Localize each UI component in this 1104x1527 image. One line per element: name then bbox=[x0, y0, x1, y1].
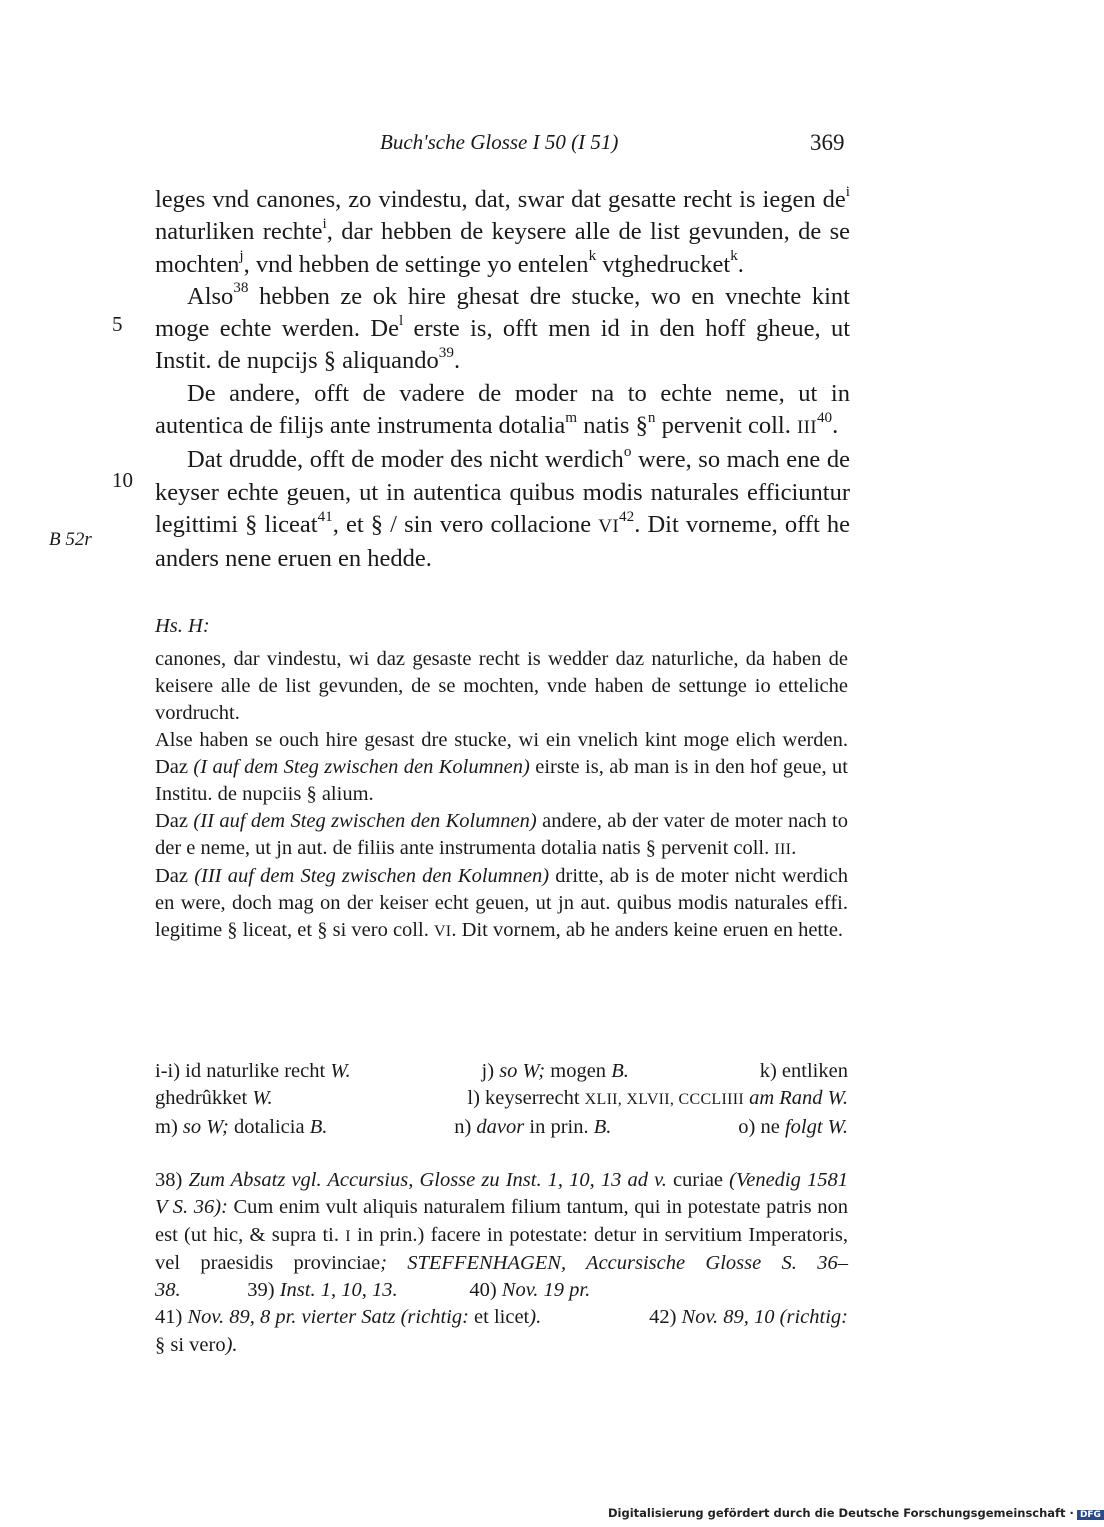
margin-folio-reference: B 52r bbox=[49, 529, 92, 550]
main-text bbox=[155, 184, 850, 576]
note-42-cont: § si vero). bbox=[155, 1333, 238, 1356]
apparatus-row-1 bbox=[155, 1058, 848, 1085]
apparatus-note-j: j) so W; mogen B. bbox=[481, 1060, 629, 1082]
apparatus-note-o: o) ne folgt W. bbox=[738, 1115, 848, 1138]
apparatus-row-3 bbox=[155, 1114, 848, 1141]
page-number: 369 bbox=[810, 130, 845, 155]
line-number-5: 5 bbox=[112, 312, 123, 336]
digitization-footer: Digitalisierung gefördert durch die Deutsche Forschungsgemeinschaft · DFG bbox=[608, 1506, 1104, 1520]
main-paragraph-4: Dat drudde, offt de moder des nicht werdich$^o$ were, so mach ene de keyser echte geuen, ut in autentica quibus modis naturales efficiuntur legittimi § liceat$^{41}$, et § / sin vero collacione VI$^{42}$. Dit vorneme, offt he anders nene eruen en hedde. bbox=[155, 442, 851, 573]
variant-paragraph-1: canones, dar vindestu, wi daz gesaste recht is wedder daz naturliche, da haben de keisere alle de list gevunden, de se mochten, vnde haben de settunge io etteliche vordrucht. bbox=[155, 648, 848, 724]
note-38: 38) Zum Absatz vgl. Accursius, Glosse zu Inst. 1, 10, 13 ad v. curiae (Venedig 1581 V S. 36): Cum enim vult aliquis naturalem filium tantum, qui in potestate patris non est (ut hic, & supra ti. I in prin.) facere in potestate: detur in servitium Imperatoris, vel praesidis provinciae; STEFFENHAGEN, Accursische Glosse S. 36–38. 39) Inst. 1, 10, 13. 40) Nov. 19 pr. bbox=[155, 1169, 848, 1302]
apparatus-note-n: n) davor in prin. B. bbox=[454, 1115, 612, 1138]
note-39: 39) Inst. 1, 10, 13. bbox=[247, 1279, 398, 1302]
notes-row-41-42 bbox=[155, 1304, 848, 1331]
critical-apparatus bbox=[155, 1058, 848, 1141]
variant-paragraph-2: Alse haben se ouch hire gesast dre stucke, wi ein vnelich kint moge elich werden. Daz (I auf dem Steg zwischen den Kolumnen) eirste is, ab man is in den hof geue, ut Institu. de nupciis § alium. bbox=[155, 729, 848, 805]
line-number-10: 10 bbox=[112, 468, 133, 492]
apparatus-row-2 bbox=[155, 1085, 848, 1113]
commentary-notes bbox=[155, 1167, 848, 1359]
manuscript-label: Hs. H: bbox=[155, 615, 210, 637]
running-title: Buch'sche Glosse I 50 (I 51) bbox=[380, 130, 619, 154]
manuscript-h-variant bbox=[155, 613, 848, 945]
note-42: 42) Nov. 89, 10 (richtig: bbox=[649, 1306, 848, 1329]
apparatus-note-k: k) entliken bbox=[759, 1060, 848, 1082]
apparatus-note-i: i-i) id naturlike recht W. bbox=[155, 1060, 351, 1082]
apparatus-note-k-cont: ghedrûkket W. bbox=[155, 1087, 273, 1110]
main-paragraph-2: Also$^{38}$ hebben ze ok hire ghesat dre stucke, wo en vnechte kint moge echte werden. De$^l$ erste is, offt men id in den hoff gheue, ut Instit. de nupcijs § aliquando$^{39}$. bbox=[155, 279, 851, 375]
note-40: 40) Nov. 19 pr. bbox=[469, 1279, 591, 1302]
variant-paragraph-4: Daz (III auf dem Steg zwischen den Kolumnen) dritte, ab is de moter nicht werdich en were, doch mag on der keiser echt geuen, ut jn aut. quibus modis naturales effi. legitime § liceat, et § si vero coll. VI. Dit vornem, ab he anders keine eruen en hette. bbox=[155, 865, 848, 941]
note-41: 41) Nov. 89, 8 pr. vierter Satz (richtig: et licet). bbox=[155, 1306, 542, 1329]
apparatus-note-m: m) so W; dotalicia B. bbox=[155, 1115, 328, 1138]
variant-paragraph-3: Daz (II auf dem Steg zwischen den Kolumnen) andere, ab der vater de moter nach to der e neme, ut jn aut. de filiis ante instrumenta dotalia natis § pervenit coll. III. bbox=[155, 810, 848, 859]
main-paragraph-3: De andere, offt de vadere de moder na to echte neme, ut in autentica de filijs ante instrumenta dotalia$^m$ natis §$^n$ pervenit coll. III$^{40}$. bbox=[155, 379, 850, 440]
apparatus-note-l: l) keyserrecht XLII, XLVII, CCCLIIII am Rand W. bbox=[467, 1087, 848, 1110]
main-paragraph-1: leges vnd canones, zo vindestu, dat, swar dat gesatte recht is iegen $de^i$ naturliken rechte$^i$, dar hebben de keysere alle de list gevunden, de se mochten$^j$, vnd hebben de settinge yo entelen$^k$ vtghedrucket$^k$. bbox=[155, 182, 850, 278]
dfg-logo: DFG bbox=[1077, 1510, 1104, 1520]
